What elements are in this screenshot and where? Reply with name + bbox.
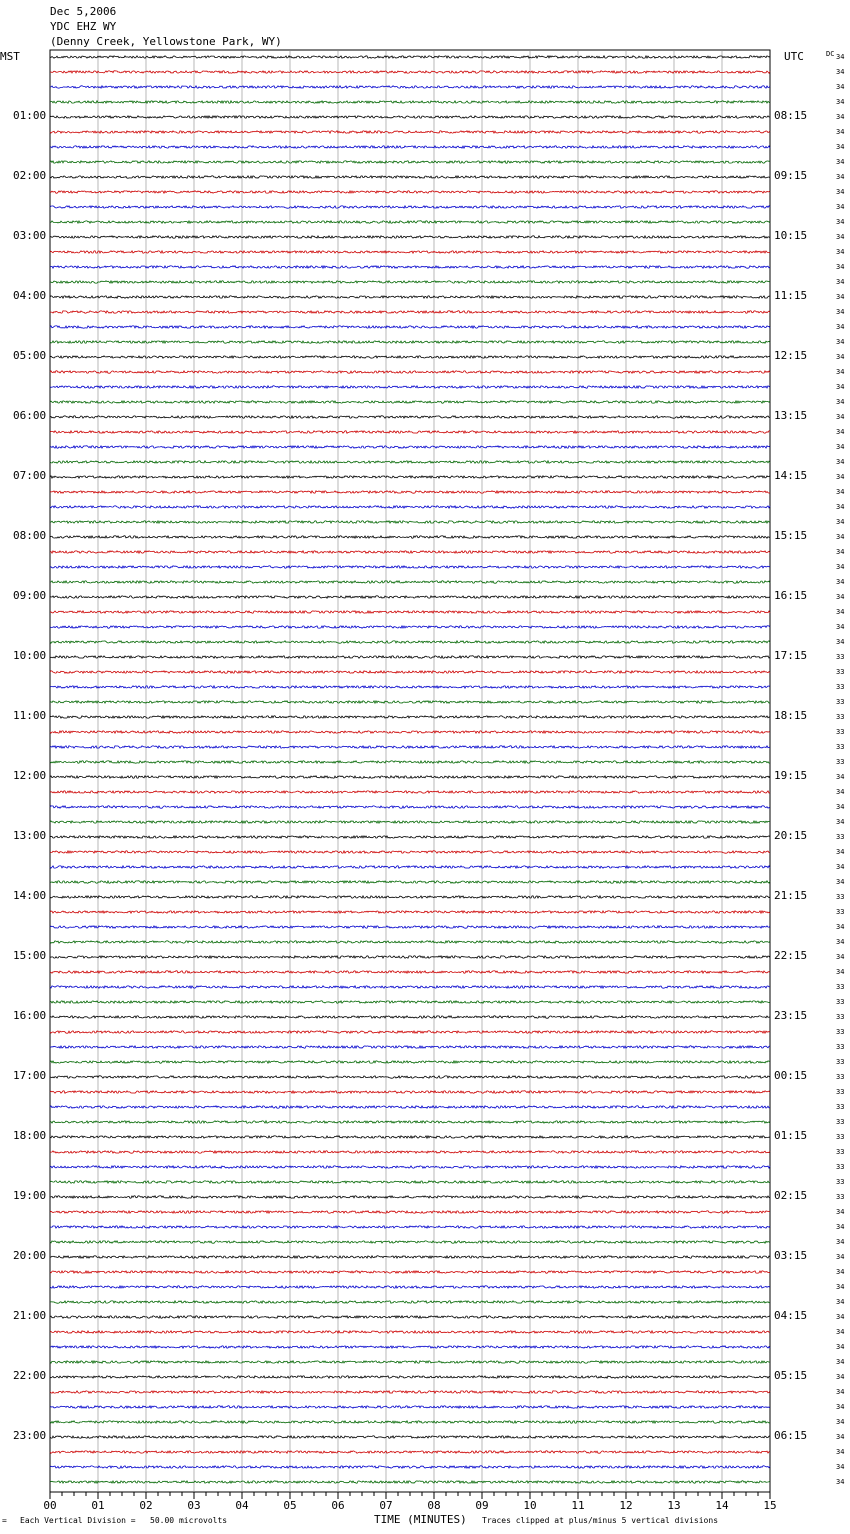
dc-offset-value: 33 [836,1073,845,1081]
dc-offset-value: 34 [836,788,845,796]
dc-offset-value: 34 [836,458,845,466]
dc-offset-value: 33 [836,1193,845,1201]
left-hour-label: 10:00 [13,649,47,662]
trace-row [50,116,770,118]
trace-row [50,656,770,658]
trace-row [50,1421,770,1423]
trace-row [50,911,770,913]
trace-row [50,251,770,253]
dc-offset-value: 34 [836,1208,845,1216]
x-tick-label: 04 [235,1499,249,1512]
dc-offset-value: 33 [836,1178,845,1186]
right-timezone-label: UTC [784,50,804,63]
dc-offset-value: 34 [836,113,845,121]
left-hour-label: 11:00 [13,709,47,722]
dc-offset-value: 34 [836,293,845,301]
trace-row [50,806,770,808]
dc-offset-value: 34 [836,1403,845,1411]
dc-offset-value: 33 [836,1058,845,1066]
trace-row [50,446,770,448]
trace-row [50,1061,770,1063]
dc-offset-value: 34 [836,803,845,811]
dc-offset-value: 33 [836,1133,845,1141]
trace-row [50,791,770,793]
trace-row [50,1226,770,1228]
dc-offset-value: 34 [836,1238,845,1246]
header-station: YDC EHZ WY [50,20,117,33]
dc-offset-value: 34 [836,1253,845,1261]
x-tick-label: 00 [43,1499,57,1512]
dc-offset-value: 34 [836,593,845,601]
dc-offset-value: 34 [836,1268,845,1276]
right-hour-label: 15:15 [774,529,808,542]
dc-offset-value: 33 [836,1103,845,1111]
right-hour-label: 18:15 [774,709,808,722]
right-hour-label: 11:15 [774,289,808,302]
trace-row [50,926,770,928]
dc-offset-value: 34 [836,548,845,556]
dc-offset-value: 34 [836,518,845,526]
trace-row [50,1271,770,1273]
left-hour-label: 15:00 [13,949,47,962]
trace-row [50,1331,770,1333]
x-tick-label: 06 [331,1499,345,1512]
left-hour-label: 09:00 [13,589,47,602]
dc-offset-value: 34 [836,1298,845,1306]
left-hour-label: 04:00 [13,289,47,302]
dc-offset-value: 34 [836,848,845,856]
trace-row [50,1316,770,1318]
footer-clip-note: Traces clipped at plus/minus 5 vertical divisions [482,1516,719,1525]
left-hour-label: 06:00 [13,409,47,422]
x-tick-label: 11 [571,1499,585,1512]
x-tick-label: 09 [475,1499,489,1512]
dc-offset-value: 34 [836,1463,845,1471]
trace-row [50,1241,770,1243]
right-hour-label: 06:15 [774,1429,808,1442]
dc-offset-value: 33 [836,1118,845,1126]
right-hour-label: 19:15 [774,769,808,782]
x-tick-label: 10 [523,1499,537,1512]
trace-row [50,1466,770,1468]
dc-offset-value: 34 [836,443,845,451]
left-hour-label: 01:00 [13,109,47,122]
dc-offset-value: 34 [836,773,845,781]
dc-offset-value: 34 [836,1343,845,1351]
dc-offset-value: 34 [836,968,845,976]
left-timezone-label: MST [0,50,20,63]
left-hour-label: 19:00 [13,1189,47,1202]
x-tick-label: 01 [91,1499,105,1512]
dc-offset-value: 34 [836,1358,845,1366]
dc-offset-value: 34 [836,398,845,406]
trace-row [50,416,770,418]
dc-offset-value: 33 [836,983,845,991]
dc-offset-value: 33 [836,998,845,1006]
right-hour-label: 14:15 [774,469,808,482]
trace-row [50,671,770,673]
trace-row [50,371,770,373]
trace-row [50,1166,770,1168]
trace-row [50,296,770,298]
trace-row [50,956,770,958]
x-tick-label: 05 [283,1499,297,1512]
left-hour-label: 07:00 [13,469,47,482]
dc-offset-value: 34 [836,233,845,241]
dc-offset-value: 34 [836,863,845,871]
trace-row [50,71,770,73]
trace-row [50,1406,770,1408]
right-hour-label: 00:15 [774,1069,808,1082]
dc-offset-value: 34 [836,413,845,421]
trace-row [50,1256,770,1258]
dc-offset-value: 34 [836,308,845,316]
dc-offset-value: 34 [836,1283,845,1291]
right-hour-label: 17:15 [774,649,808,662]
dc-offset-value: 34 [836,1373,845,1381]
trace-row [50,356,770,358]
dc-offset-value: 33 [836,668,845,676]
dc-offset-value: 34 [836,353,845,361]
dc-offset-value: 33 [836,1163,845,1171]
trace-row [50,821,770,823]
dc-offset-value: 34 [836,173,845,181]
dc-offset-value: 34 [836,263,845,271]
dc-offset-value: 33 [836,908,845,916]
dc-offset-value: 33 [836,833,845,841]
dc-offset-value: 33 [836,698,845,706]
trace-row [50,281,770,283]
trace-row [50,731,770,733]
dc-offset-value: 33 [836,1148,845,1156]
x-tick-label: 07 [379,1499,393,1512]
trace-row [50,131,770,133]
trace-row [50,506,770,508]
trace-row [50,86,770,88]
dc-offset-value: 34 [836,1328,845,1336]
trace-row [50,1481,770,1483]
dc-offset-value: 34 [836,608,845,616]
trace-row [50,1121,770,1123]
dc-offset-value: 34 [836,218,845,226]
trace-row [50,431,770,433]
right-hour-label: 04:15 [774,1309,808,1322]
right-hour-label: 22:15 [774,949,808,962]
footer-left-mark: = [2,1516,7,1525]
dc-offset-value: 34 [836,563,845,571]
right-hour-label: 21:15 [774,889,808,902]
trace-row [50,716,770,718]
trace-row [50,566,770,568]
trace-row [50,1016,770,1018]
dc-offset-value: 34 [836,878,845,886]
x-tick-label: 02 [139,1499,153,1512]
dc-offset-value: 34 [836,1223,845,1231]
trace-row [50,491,770,493]
dc-offset-value: 34 [836,428,845,436]
right-hour-label: 23:15 [774,1009,808,1022]
trace-row [50,536,770,538]
dc-offset-value: 33 [836,653,845,661]
dc-offset-value: 34 [836,923,845,931]
trace-row [50,386,770,388]
trace-row [50,1031,770,1033]
trace-row [50,1286,770,1288]
trace-row [50,221,770,223]
trace-row [50,101,770,103]
x-axis-title: TIME (MINUTES) [374,1513,467,1526]
x-tick-label: 13 [667,1499,681,1512]
right-hour-label: 13:15 [774,409,808,422]
trace-row [50,851,770,853]
trace-row [50,236,770,238]
trace-row [50,701,770,703]
trace-row [50,641,770,643]
dc-offset-value: 34 [836,1448,845,1456]
trace-row [50,1136,770,1138]
dc-offset-value: 34 [836,83,845,91]
trace-row [50,56,770,58]
trace-row [50,1211,770,1213]
trace-row [50,161,770,163]
trace-row [50,626,770,628]
dc-offset-value: 34 [836,1478,845,1486]
dc-offset-value: 34 [836,623,845,631]
left-hour-label: 14:00 [13,889,47,902]
trace-row [50,521,770,523]
left-hour-label: 13:00 [13,829,47,842]
trace-row [50,1196,770,1198]
trace-row [50,1091,770,1093]
trace-row [50,776,770,778]
trace-row [50,686,770,688]
trace-row [50,1046,770,1048]
trace-row [50,1076,770,1078]
trace-row [50,266,770,268]
dc-offset-value: 34 [836,818,845,826]
trace-row [50,746,770,748]
trace-row [50,206,770,208]
dc-offset-value: 34 [836,248,845,256]
dc-offset-value: 33 [836,758,845,766]
left-hour-label: 21:00 [13,1309,47,1322]
dc-offset-value: 34 [836,338,845,346]
trace-row [50,191,770,193]
trace-row [50,761,770,763]
trace-row [50,896,770,898]
dc-offset-value: 33 [836,713,845,721]
trace-row [50,941,770,943]
dc-offset-value: 34 [836,68,845,76]
left-hour-label: 20:00 [13,1249,47,1262]
footer-scale-note: Each Vertical Division = 50.00 microvolts [20,1516,228,1525]
trace-row [50,1301,770,1303]
dc-offset-value: 34 [836,128,845,136]
right-hour-label: 10:15 [774,229,808,242]
left-hour-label: 23:00 [13,1429,47,1442]
trace-row [50,1106,770,1108]
left-hour-label: 05:00 [13,349,47,362]
dc-offset-value: 34 [836,488,845,496]
left-hour-label: 12:00 [13,769,47,782]
dc-offset-value: 34 [836,278,845,286]
trace-row [50,1376,770,1378]
right-hour-label: 12:15 [774,349,808,362]
trace-row [50,836,770,838]
dc-offset-value: 33 [836,683,845,691]
trace-row [50,146,770,148]
right-hour-label: 01:15 [774,1129,808,1142]
left-hour-label: 18:00 [13,1129,47,1142]
trace-row [50,401,770,403]
dc-offset-value: 34 [836,143,845,151]
x-tick-label: 12 [619,1499,633,1512]
trace-row [50,1451,770,1453]
trace-rows [50,56,770,1483]
dc-offset-value: 34 [836,323,845,331]
trace-row [50,1436,770,1438]
dc-offset-value: 34 [836,953,845,961]
trace-row [50,311,770,313]
dc-offset-value: 33 [836,728,845,736]
trace-row [50,1361,770,1363]
dc-offset-value: 34 [836,1313,845,1321]
right-hour-label: 02:15 [774,1189,808,1202]
dc-offset-value: 34 [836,188,845,196]
trace-row [50,881,770,883]
header-date: Dec 5,2006 [50,5,117,18]
dc-offset-value: 34 [836,533,845,541]
dc-offset-value: 33 [836,1013,845,1021]
trace-row [50,596,770,598]
dc-offset-value: 33 [836,893,845,901]
dc-offset-value: 33 [836,1088,845,1096]
dc-offset-value: 33 [836,1028,845,1036]
right-hour-label: 08:15 [774,109,808,122]
dc-offset-value: 34 [836,53,845,61]
dc-offset-value: 34 [836,578,845,586]
dc-label: DC [826,50,835,58]
right-hour-label: 09:15 [774,169,808,182]
left-hour-label: 03:00 [13,229,47,242]
dc-offset-value: 34 [836,638,845,646]
trace-row [50,176,770,178]
trace-row [50,341,770,343]
trace-row [50,551,770,553]
trace-row [50,1151,770,1153]
trace-row [50,1346,770,1348]
right-hour-label: 03:15 [774,1249,808,1262]
dc-offset-value: 34 [836,938,845,946]
trace-row [50,611,770,613]
trace-row [50,866,770,868]
trace-row [50,461,770,463]
dc-offset-value: 33 [836,743,845,751]
left-hour-label: 16:00 [13,1009,47,1022]
left-hour-label: 02:00 [13,169,47,182]
dc-offset-value: 34 [836,1418,845,1426]
left-hour-label: 08:00 [13,529,47,542]
left-hour-label: 17:00 [13,1069,47,1082]
dc-offset-value: 33 [836,1043,845,1051]
x-tick-label: 03 [187,1499,201,1512]
trace-row [50,1391,770,1393]
trace-row [50,1001,770,1003]
trace-row [50,971,770,973]
dc-offset-value: 34 [836,368,845,376]
trace-row [50,476,770,478]
dc-offset-value: 34 [836,503,845,511]
dc-offset-value: 34 [836,1388,845,1396]
trace-row [50,326,770,328]
right-hour-label: 20:15 [774,829,808,842]
right-hour-label: 05:15 [774,1369,808,1382]
trace-row [50,1181,770,1183]
x-axis [43,1492,776,1512]
header-location: (Denny Creek, Yellowstone Park, WY) [50,35,282,48]
trace-row [50,581,770,583]
dc-offset-value: 34 [836,473,845,481]
x-tick-label: 15 [763,1499,777,1512]
dc-offset-value: 34 [836,203,845,211]
x-tick-label: 08 [427,1499,441,1512]
trace-row [50,986,770,988]
x-tick-label: 14 [715,1499,729,1512]
dc-offset-value: 34 [836,383,845,391]
dc-offset-value: 34 [836,158,845,166]
dc-offset-value: 34 [836,1433,845,1441]
dc-offset-value: 34 [836,98,845,106]
right-hour-label: 16:15 [774,589,808,602]
left-hour-label: 22:00 [13,1369,47,1382]
